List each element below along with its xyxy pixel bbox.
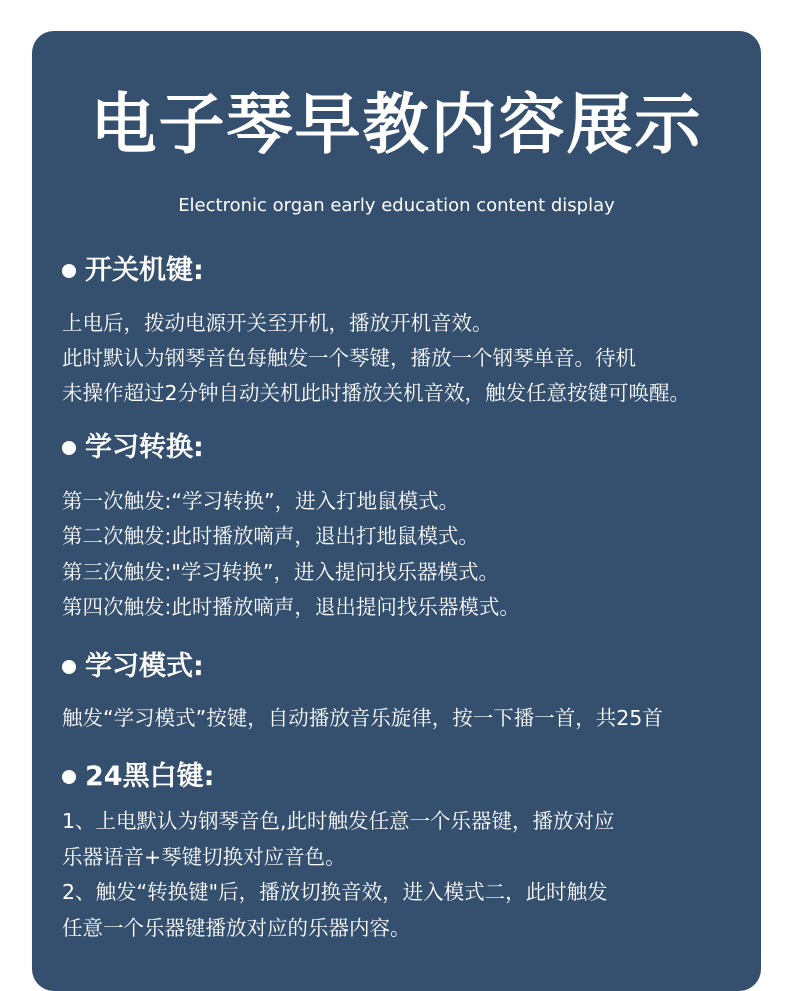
- content-card: [32, 31, 761, 991]
- section-heading-text: 24黑白键:: [85, 761, 215, 792]
- section-line: 第一次触发:“学习转换”，进入打地鼠模式。: [62, 489, 460, 513]
- section-line: 任意一个乐器键播放对应的乐器内容。: [62, 916, 411, 940]
- section-heading-text: 学习转换:: [85, 432, 204, 463]
- section-line: 未操作超过2分钟自动关机此时播放关机音效，触发任意按键可唤醒。: [62, 381, 691, 405]
- section-heading-keys: [62, 760, 214, 794]
- bullet-icon: [62, 660, 76, 674]
- section-heading-text: 开关机键:: [85, 255, 204, 286]
- section-heading-text: 学习模式:: [85, 651, 204, 682]
- page-subtitle: Electronic organ early education content display: [178, 195, 615, 216]
- section-heading-power: [62, 254, 204, 288]
- page-title: 电子琴早教内容展示: [90, 86, 703, 163]
- bullet-icon: [62, 264, 76, 278]
- section-line: 第三次触发:"学习转换”，进入提问找乐器模式。: [62, 560, 499, 584]
- bullet-icon: [62, 441, 76, 455]
- section-line: 上电后，拨动电源开关至开机，播放开机音效。: [62, 311, 493, 335]
- section-line: 第二次触发:此时播放嘀声，退出打地鼠模式。: [62, 524, 479, 548]
- section-heading-learning-switch: [62, 431, 204, 465]
- section-line: 此时默认为钢琴音色每触发一个琴键，播放一个钢琴单音。待机: [62, 346, 636, 370]
- section-line: 触发“学习模式”按键，自动播放音乐旋律，按一下播一首，共25首: [62, 706, 663, 730]
- section-line: 乐器语音+琴键切换对应音色。: [62, 845, 346, 869]
- section-line: 1、上电默认为钢琴音色,此时触发任意一个乐器键，播放对应: [62, 809, 615, 833]
- section-heading-learning-mode: [62, 650, 204, 684]
- section-line: 第四次触发:此时播放嘀声，退出提问找乐器模式。: [62, 595, 520, 619]
- bullet-icon: [62, 770, 76, 784]
- section-line: 2、触发“转换键"后，播放切换音效，进入模式二，此时触发: [62, 880, 608, 904]
